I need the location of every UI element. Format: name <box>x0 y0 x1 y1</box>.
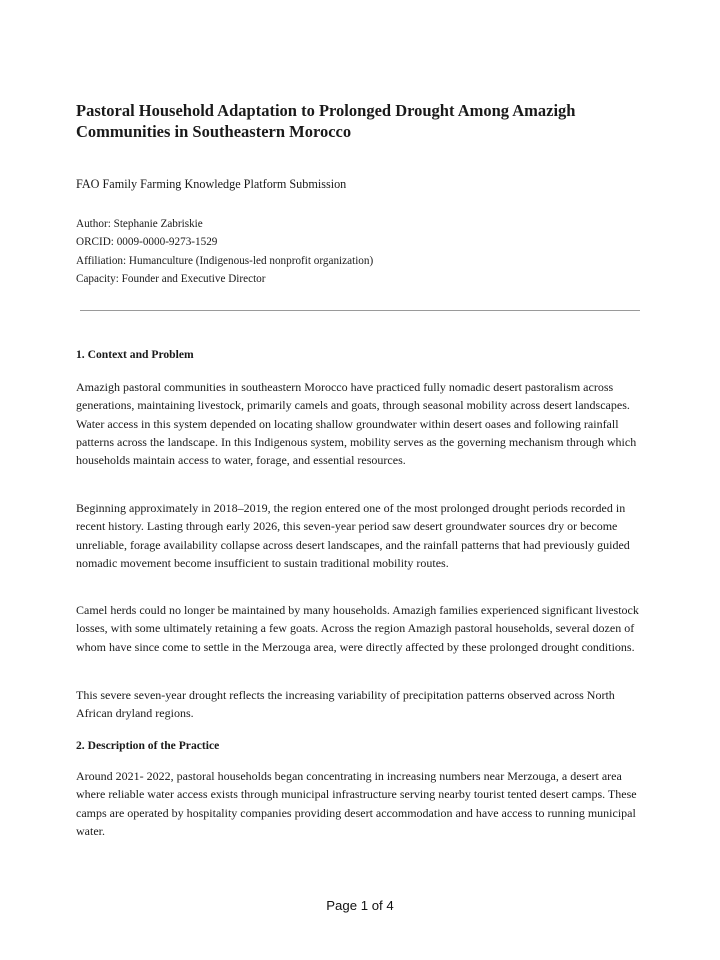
paragraph-practice-1: Around 2021- 2022, pastoral households began concentrating in increasing numbers near Merzouga, a desert area where reliable water access exists through municipal infrastructure serving nearby tourist tented desert camps. These camps are operated by hospitality companies providing desert accommodation and have access to running municipal water. <box>76 769 637 838</box>
author-metadata <box>76 215 373 289</box>
document-subtitle: FAO Family Farming Knowledge Platform Submission <box>76 177 347 191</box>
paragraph-context-4: This severe seven-year drought reflects the increasing variability of precipitation patterns observed across North African dryland regions. <box>76 688 615 721</box>
page-number: Page 1 of 4 <box>326 898 394 913</box>
horizontal-divider <box>80 310 640 311</box>
capacity-line: Capacity: Founder and Executive Director <box>76 273 266 286</box>
document-title: Pastoral Household Adaptation to Prolonged Drought Among Amazigh Communities in Southeastern Morocco <box>76 101 576 141</box>
section-heading-context: 1. Context and Problem <box>76 348 194 361</box>
author-line: Author: Stephanie Zabriskie <box>76 218 203 230</box>
orcid-line: ORCID: 0009-0000-9273-1529 <box>76 236 218 249</box>
paragraph-context-2: Beginning approximately in 2018–2019, the region entered one of the most prolonged drought periods recorded in recent history. Lasting through early 2026, this seven-year period saw desert groundwater sources dry or become unreliable, forage availability collapse across desert landscapes, and the rainfall patterns that had previously guided nomadic movement become insufficient to sustain traditional mobility routes. <box>76 501 630 570</box>
section-heading-practice: 2. Description of the Practice <box>76 739 220 752</box>
paragraph-context-3: Camel herds could no longer be maintained by many households. Amazigh families experienced significant livestock losses, with some ultimately retaining a few goats. Across the region Amazigh pastoral households, several dozen of whom have since come to settle in the Merzouga area, were directly affected by these prolonged drought conditions. <box>76 603 639 654</box>
affiliation-line: Affiliation: Humanculture (Indigenous-led nonprofit organization) <box>76 254 374 267</box>
paragraph-context-1: Amazigh pastoral communities in southeastern Morocco have practiced fully nomadic desert pastoralism across generations, maintaining livestock, primarily camels and goats, through seasonal mobility across desert landscapes. Water access in this system depended on locating shallow groundwater within desert oases and following rainfall patterns across the landscape. In this Indigenous system, mobility serves as the governing mechanism through which households maintain access to water, forage, and essential resources. <box>76 380 637 468</box>
